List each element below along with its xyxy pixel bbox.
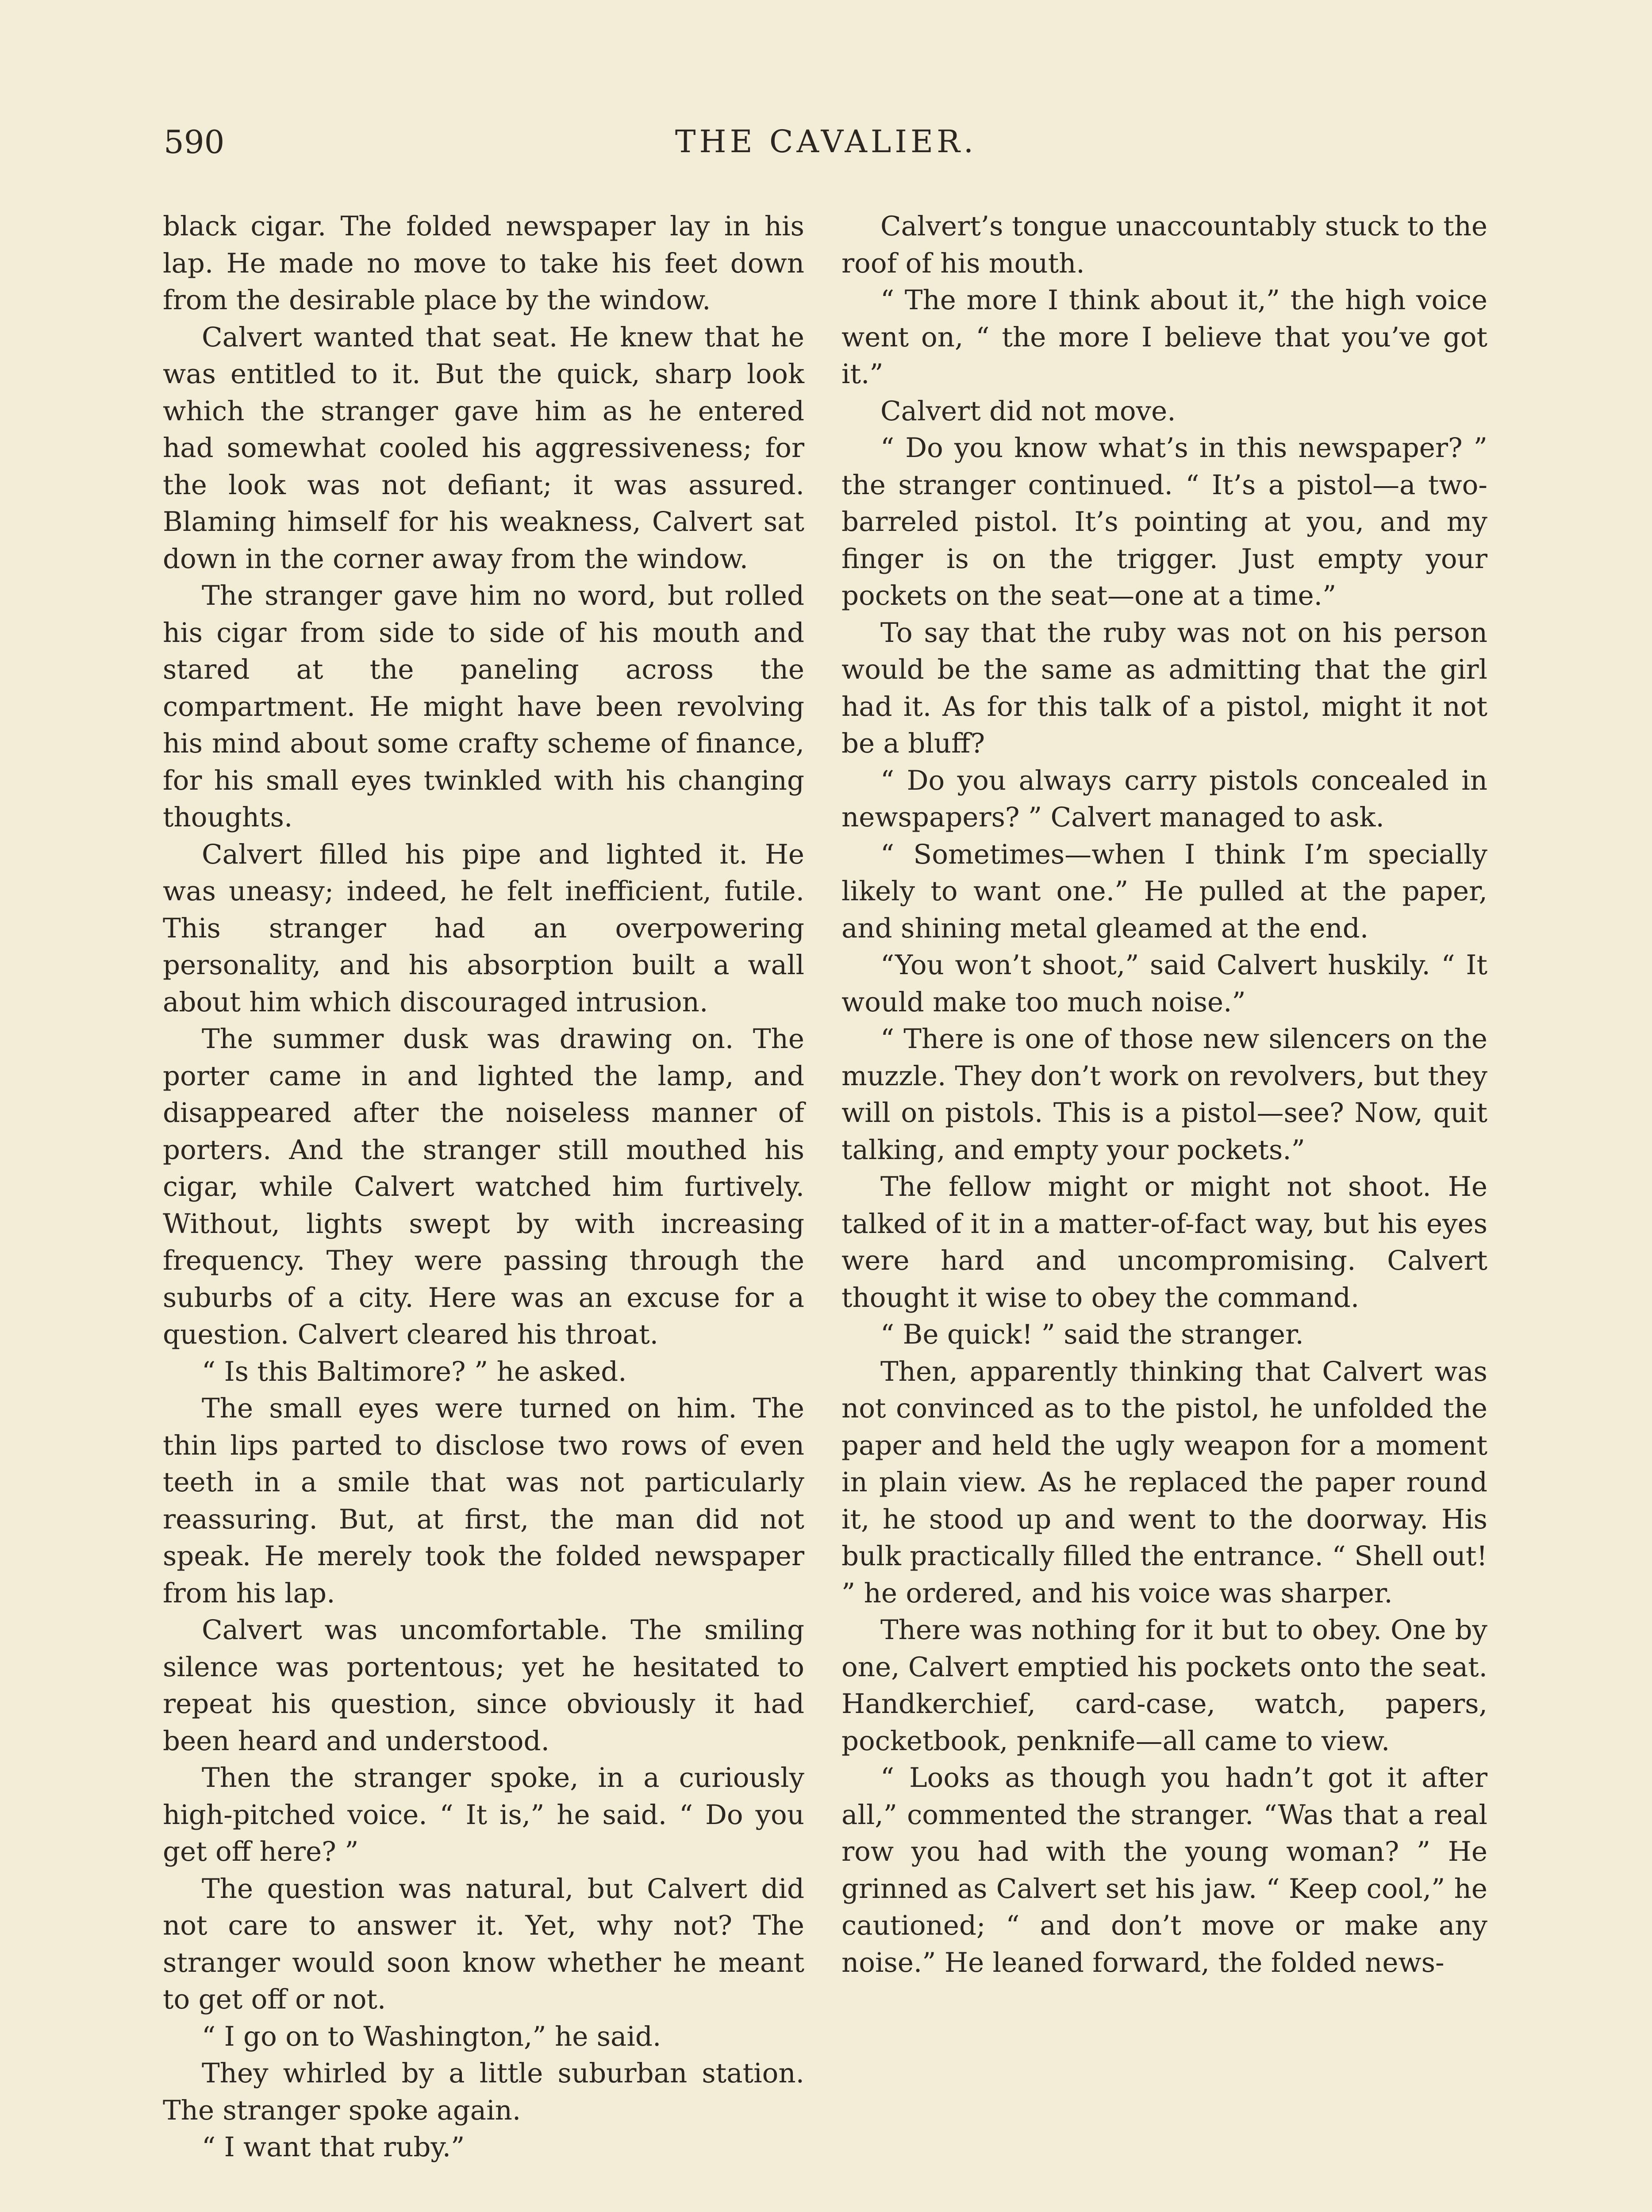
paragraph: “ Be quick! ” said the stranger.: [880, 1319, 1304, 1350]
paragraph: “ I go on to Washington,” he said.: [202, 2020, 661, 2052]
paragraph: “ Is this Baltimore? ” he asked.: [202, 1356, 627, 1387]
paragraph: Calvert filled his pipe and lighted it. He was uneasy; indeed, he felt inefficient, futile. This stranger had an overpowering personality, and his absorption built a wall about him which discouraged intrusion.: [163, 838, 804, 1018]
paragraph: They whirled by a little suburban station. The stranger spoke again.: [163, 2058, 804, 2126]
paragraph: “ I want that ruby.”: [202, 2131, 465, 2163]
paragraph: Calvert did not move.: [880, 395, 1176, 427]
paragraph: There was nothing for it but to obey. One by one, Calvert emptied his pockets onto the seat. Handkerchief, card-case, watch, papers, pocketbook, penknife—all came to view.: [841, 1614, 1487, 1757]
left-column: [163, 208, 804, 2166]
paragraph: Then the stranger spoke, in a curiously high-pitched voice. “ It is,” he said. “ Do you get off here? ”: [163, 1762, 804, 1867]
paragraph: “ The more I think about it,” the high voice went on, “ the more I believe that you’ve got it.”: [841, 284, 1487, 390]
paragraph: The small eyes were turned on him. The thin lips parted to disclose two rows of even teeth in a smile that was not particularly reassuring. But, at first, the man did not speak. He merely took the folded newspaper from his lap.: [163, 1393, 804, 1609]
paragraph: “You won’t shoot,” said Calvert huskily. “ It would make too much noise.”: [841, 949, 1487, 1018]
running-title: THE CAVALIER.: [675, 123, 977, 160]
paragraph: “ Sometimes—when I think I’m specially likely to want one.” He pulled at the paper, and shining metal gleamed at the end.: [841, 838, 1487, 944]
paragraph: The stranger gave him no word, but rolled his cigar from side to side of his mouth and stared at the paneling across the compartment. He might have been revolving his mind about some crafty scheme of finance, for his small eyes twinkled with his changing thoughts.: [163, 580, 804, 833]
paragraph: Calvert’s tongue unaccountably stuck to the roof of his mouth.: [841, 211, 1487, 279]
paragraph: “ Do you know what’s in this newspaper? ” the stranger continued. “ It’s a pistol—a two-barreled pistol. It’s pointing at you, and my finger is on the trigger. Just empty your pockets on the seat—one at a time.”: [841, 432, 1487, 611]
paragraph: “ There is one of those new silencers on the muzzle. They don’t work on revolvers, but they will on pistols. This is a pistol—see? Now, quit talking, and empty your pockets.”: [841, 1023, 1487, 1166]
paragraph: The fellow might or might not shoot. He talked of it in a matter-of-fact way, but his eyes were hard and uncompromising. Calvert thought it wise to obey the command.: [841, 1171, 1487, 1313]
paragraph: black cigar. The folded newspaper lay in his lap. He made no move to take his feet down from the desirable place by the window.: [163, 211, 804, 316]
paragraph: Then, apparently thinking that Calvert was not convinced as to the pistol, he unfolded the paper and held the ugly weapon for a moment in plain view. As he replaced the paper round it, he stood up and went to the doorway. His bulk practically filled the entrance. “ Shell out! ” he ordered, and his voice was sharper.: [841, 1356, 1487, 1609]
paragraph: Calvert wanted that seat. He knew that he was entitled to it. But the quick, sharp look which the stranger gave him as he entered had somewhat cooled his aggressiveness; for the look was not defiant; it was assured. Blaming himself for his weakness, Calvert sat down in the corner away from the window.: [163, 321, 804, 575]
paragraph: The question was natural, but Calvert did not care to answer it. Yet, why not? The stranger would soon know whether he meant to get off or not.: [163, 1873, 804, 2015]
paragraph: “ Do you always carry pistols concealed in newspapers? ” Calvert managed to ask.: [841, 764, 1487, 833]
page-number: 590: [164, 123, 225, 161]
paragraph: Calvert was uncomfortable. The smiling silence was portentous; yet he hesitated to repeat his question, since obviously it had been heard and understood.: [163, 1614, 804, 1757]
right-column: [841, 208, 1487, 1981]
paragraph: To say that the ruby was not on his person would be the same as admitting that the girl had it. As for this talk of a pistol, might it not be a bluff?: [841, 617, 1487, 759]
paragraph: The summer dusk was drawing on. The porter came in and lighted the lamp, and disappeared after the noiseless manner of porters. And the stranger still mouthed his cigar, while Calvert watched him furtively. Without, lights swept by with increasing frequency. They were passing through the suburbs of a city. Here was an excuse for a question. Calvert cleared his throat.: [163, 1023, 804, 1350]
paragraph: “ Looks as though you hadn’t got it after all,” commented the stranger. “Was that a real row you had with the young woman? ” He grinned as Calvert set his jaw. “ Keep cool,” he cautioned; “ and don’t move or make any noise.” He leaned forward, the folded news-: [841, 1762, 1487, 1978]
